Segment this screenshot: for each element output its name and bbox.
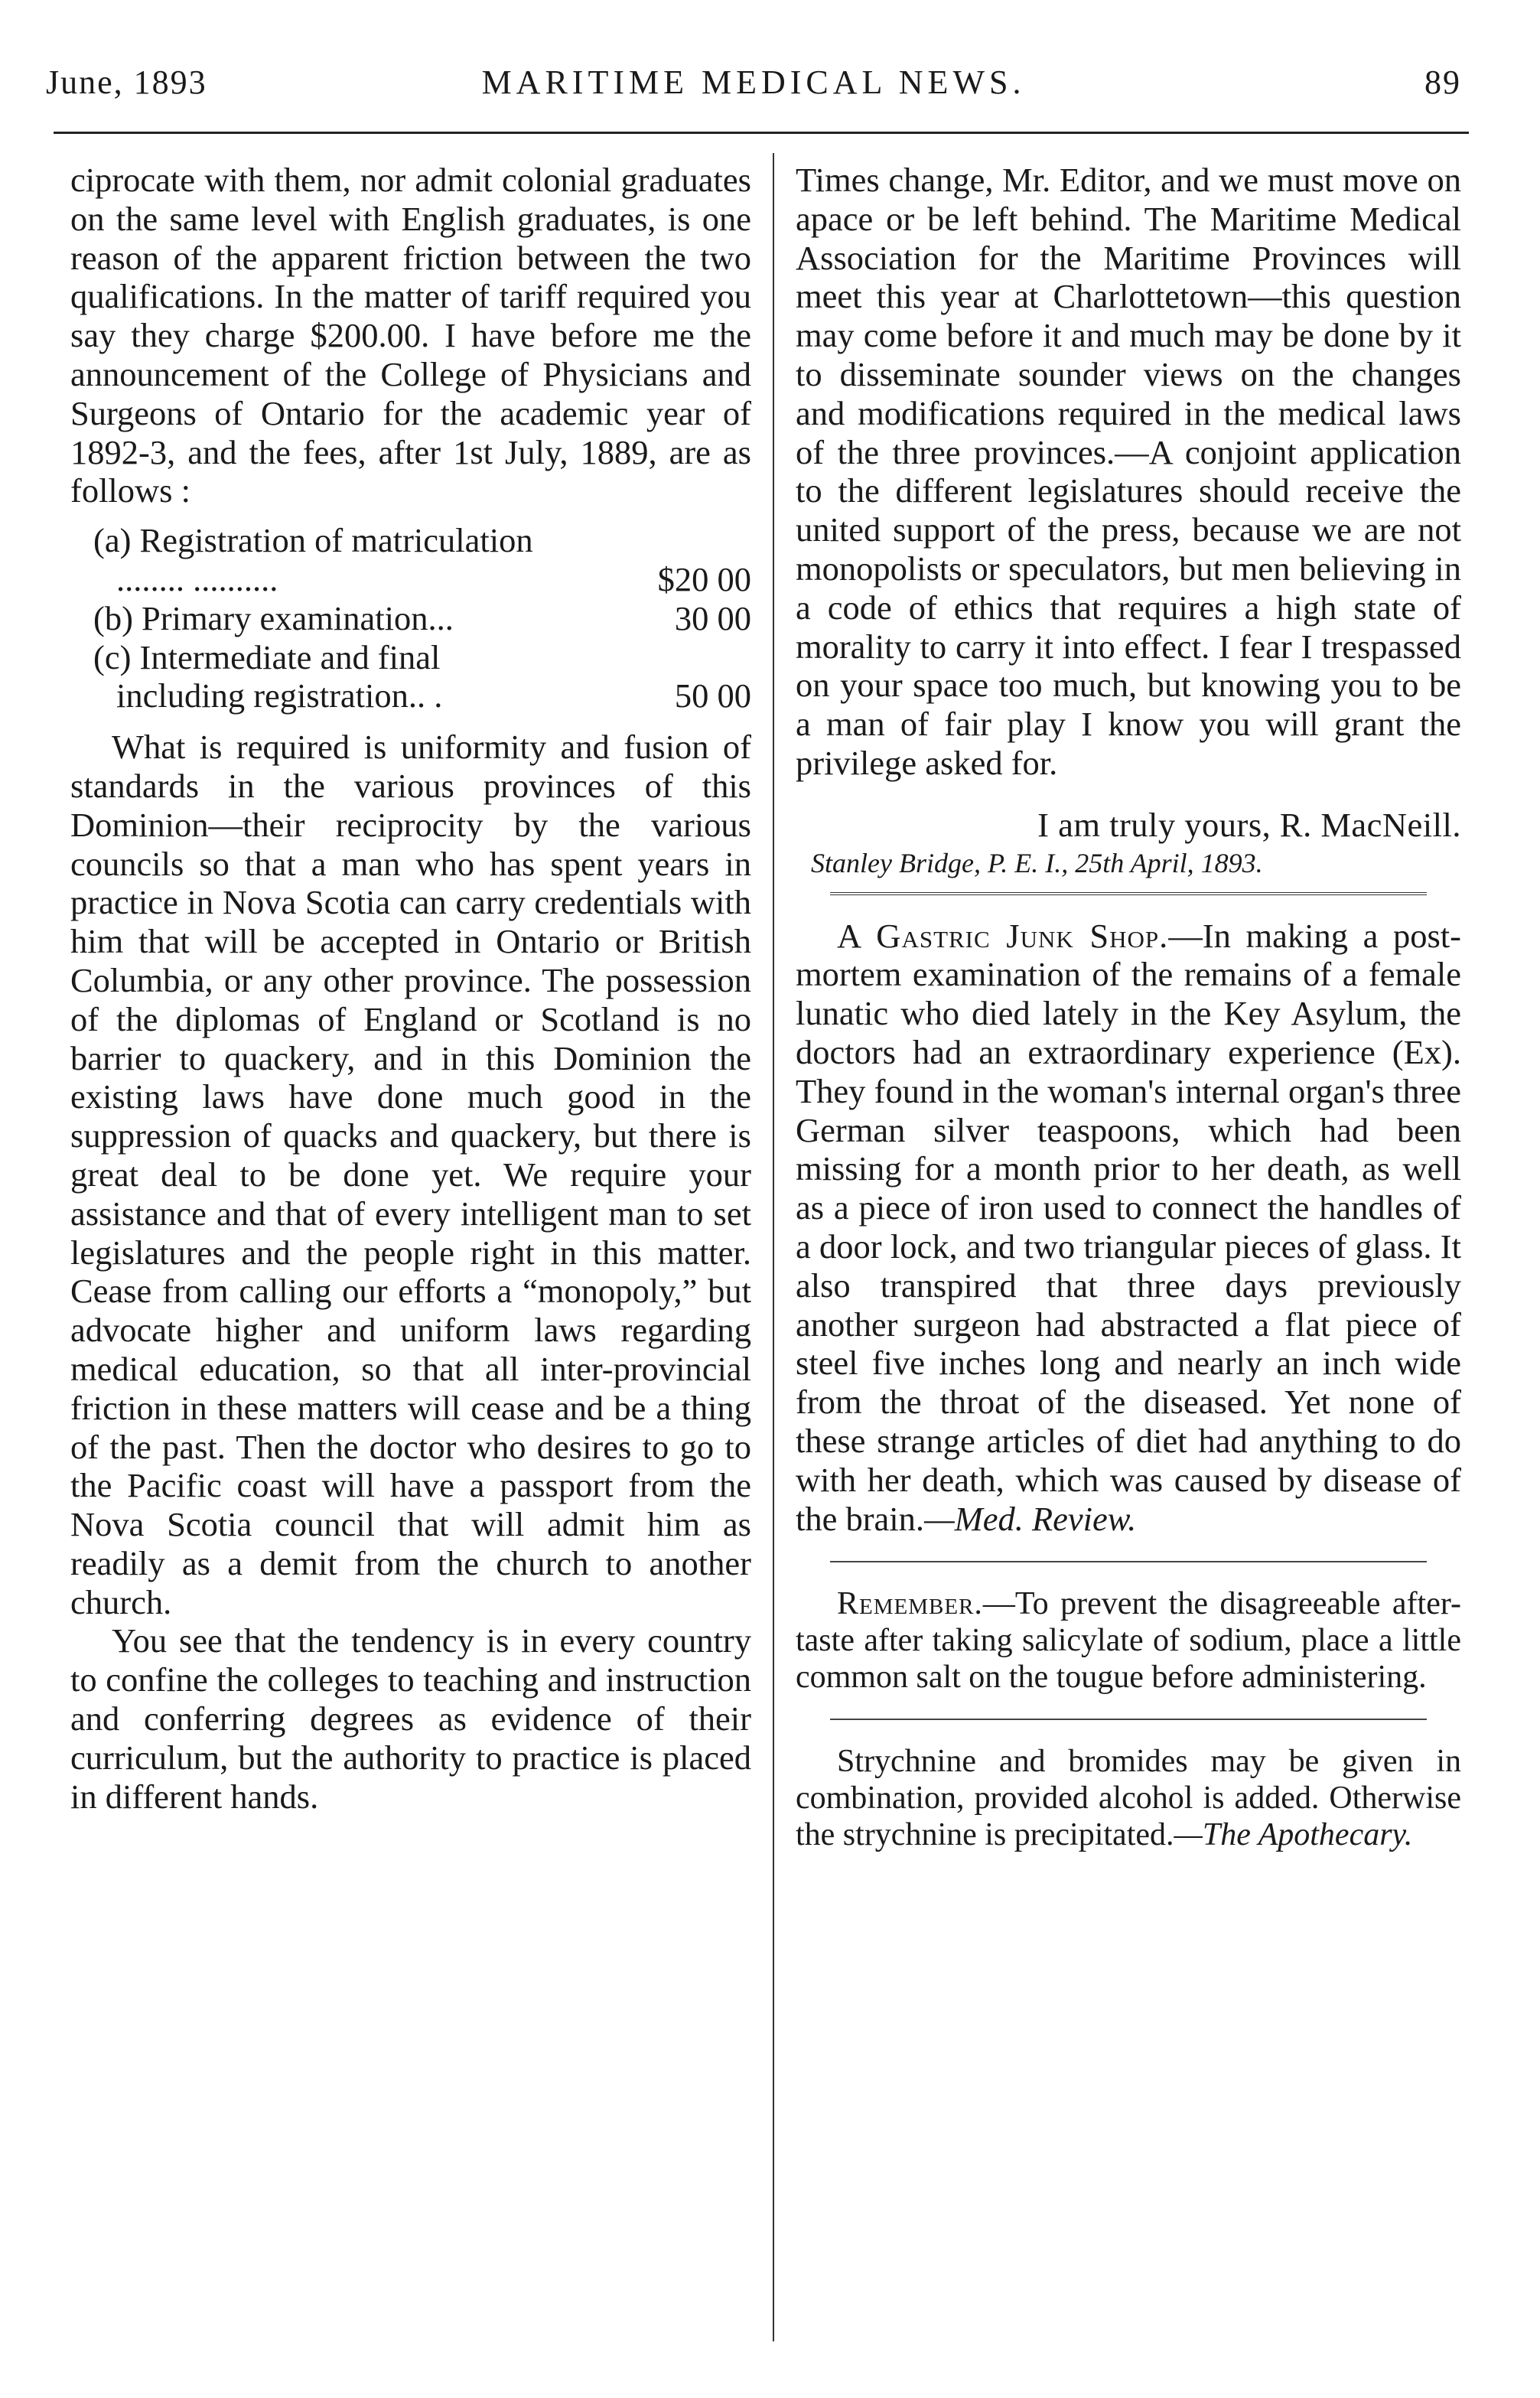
fee-a-amount: $20 00 (657, 559, 751, 598)
fee-list (70, 521, 751, 715)
gastric-body: —In making a post-mortem examination of the remains of a female lunatic who died lately in the Key Asylum, the doctors had an extraordinary experience (Ex). They found in the woman's internal organ's three German silver teaspoons, which had been missing for a month prior to her death, as well as a piece of iron used to connect the handles of a door lock, and two triangular pieces of glass. It also transpired that three days previously another surgeon had abstracted a flat piece of steel five inches long and nearly an inch wide from the throat of the diseased. Yet none of these strange articles of diet had anything to do with her death, which was caused by disease of the brain. (796, 916, 1461, 1538)
left-paragraph-3: You see that the tendency is in every country to confine the colleges to teaching and instruction and conferring degrees as evidence of their curriculum, but the authority to practice is placed in different hands. (70, 1621, 751, 1816)
running-head (46, 63, 1461, 109)
fee-c-label-2: including registration.. . (116, 676, 443, 715)
issue-date: June, 1893 (46, 64, 207, 101)
fee-item-c (70, 638, 751, 677)
fee-c-label: (c) Intermediate and final (93, 637, 441, 676)
note-separator-2 (830, 1719, 1427, 1720)
left-paragraph-2: What is required is uniformity and fusion of standards in the various provinces of this Dominion—their reciprocity by the various councils so that a man who has spent years in practice in Nova Scotia can carry credentials with him that will be accepted in Ontario or British Columbia, or any other province. The possession of the diplomas of England or Scotland is no barrier to quackery, and in this Dominion the existing laws have done much good in the suppression of quacks and quackery, but there is great deal to be done yet. We require your assistance and that of every intelligent man to set legislatures and the people right in this matter. Cease from calling our efforts a “monopoly,” but advocate higher and uniform laws regarding medical education, so that all inter-provincial friction in these matters will cease and be a thing of the past. Then the doctor who desires to go to the Pacific coast will have a passport from the Nova Scotia council that will admit him as readily as a demit from the church to another church. (70, 728, 751, 1621)
journal-title: MARITIME MEDICAL NEWS. (481, 64, 1026, 101)
remember-title: Remember. (837, 1586, 983, 1622)
letter-signature: I am truly yours, R. MacNeill. (1037, 805, 1461, 844)
strychnine-source: —The Apothecary. (1174, 1817, 1413, 1853)
note-separator-1 (830, 1561, 1427, 1562)
page-number: 89 (1424, 64, 1461, 101)
fee-item-a-amount-row (70, 560, 751, 599)
fee-a-label: (a) Registration of matriculation (93, 521, 533, 560)
gastric-title: A Gastric Junk Shop. (837, 916, 1169, 955)
strychnine-body: Strychnine and bromides may be given in combination, provided alcohol is added. Otherwise the strychnine is precipitated. (796, 1744, 1461, 1853)
column-divider (773, 153, 774, 2341)
fee-b-label: (b) Primary examination... (93, 598, 454, 637)
left-paragraph-1: ciprocate with them, nor admit colonial graduates on the same level with English graduates, is one reason of the apparent friction between the two qualifications. In the matter of tariff required you say they charge $200.00. I have before me the announcement of the College of Physicians and Surgeons of Ontario for the academic year of 1892-3, and the fees, after 1st July, 1889, are as follows : (70, 161, 751, 510)
fee-c-amount: 50 00 (674, 676, 751, 715)
right-column (796, 161, 1461, 1853)
section-separator (830, 892, 1427, 895)
gastric-source: —Med. Review. (924, 1499, 1137, 1538)
strychnine-note (796, 1743, 1461, 1853)
header-rule (54, 132, 1469, 134)
right-paragraph-1: Times change, Mr. Editor, and we must move on apace or be left behind. The Maritime Medical Association for the Maritime Provinces will meet this year at Charlottetown—this question may come before it and much may be done by it to disseminate sounder views on the changes and modifications required in the medical laws of the three provinces.—A conjoint application to the different legislatures should receive the united support of the press, because we are not monopolists or speculators, but men believing in a code of ethics that requires a high state of morality to carry it into effect. I fear I trespassed on your space too much, but knowing you to be a man of fair play I know you will grant the privilege asked for. (796, 161, 1461, 782)
left-column (70, 161, 751, 1816)
remember-body: —To prevent the disagreeable after-taste after taking salicylate of sodium, place a little common salt on the tougue before administering. (796, 1586, 1461, 1696)
remember-note (796, 1585, 1461, 1696)
fee-a-leaders: ........ .......... (116, 559, 278, 598)
fee-b-amount: 30 00 (674, 598, 751, 637)
letter-signature-place: Stanley Bridge, P. E. I., 25th April, 1893. (811, 847, 1263, 878)
fee-item-c-amount-row (70, 676, 751, 715)
gastric-junk-shop-article (796, 917, 1461, 1539)
fee-item-a (70, 521, 751, 560)
fee-item-b (70, 599, 751, 638)
